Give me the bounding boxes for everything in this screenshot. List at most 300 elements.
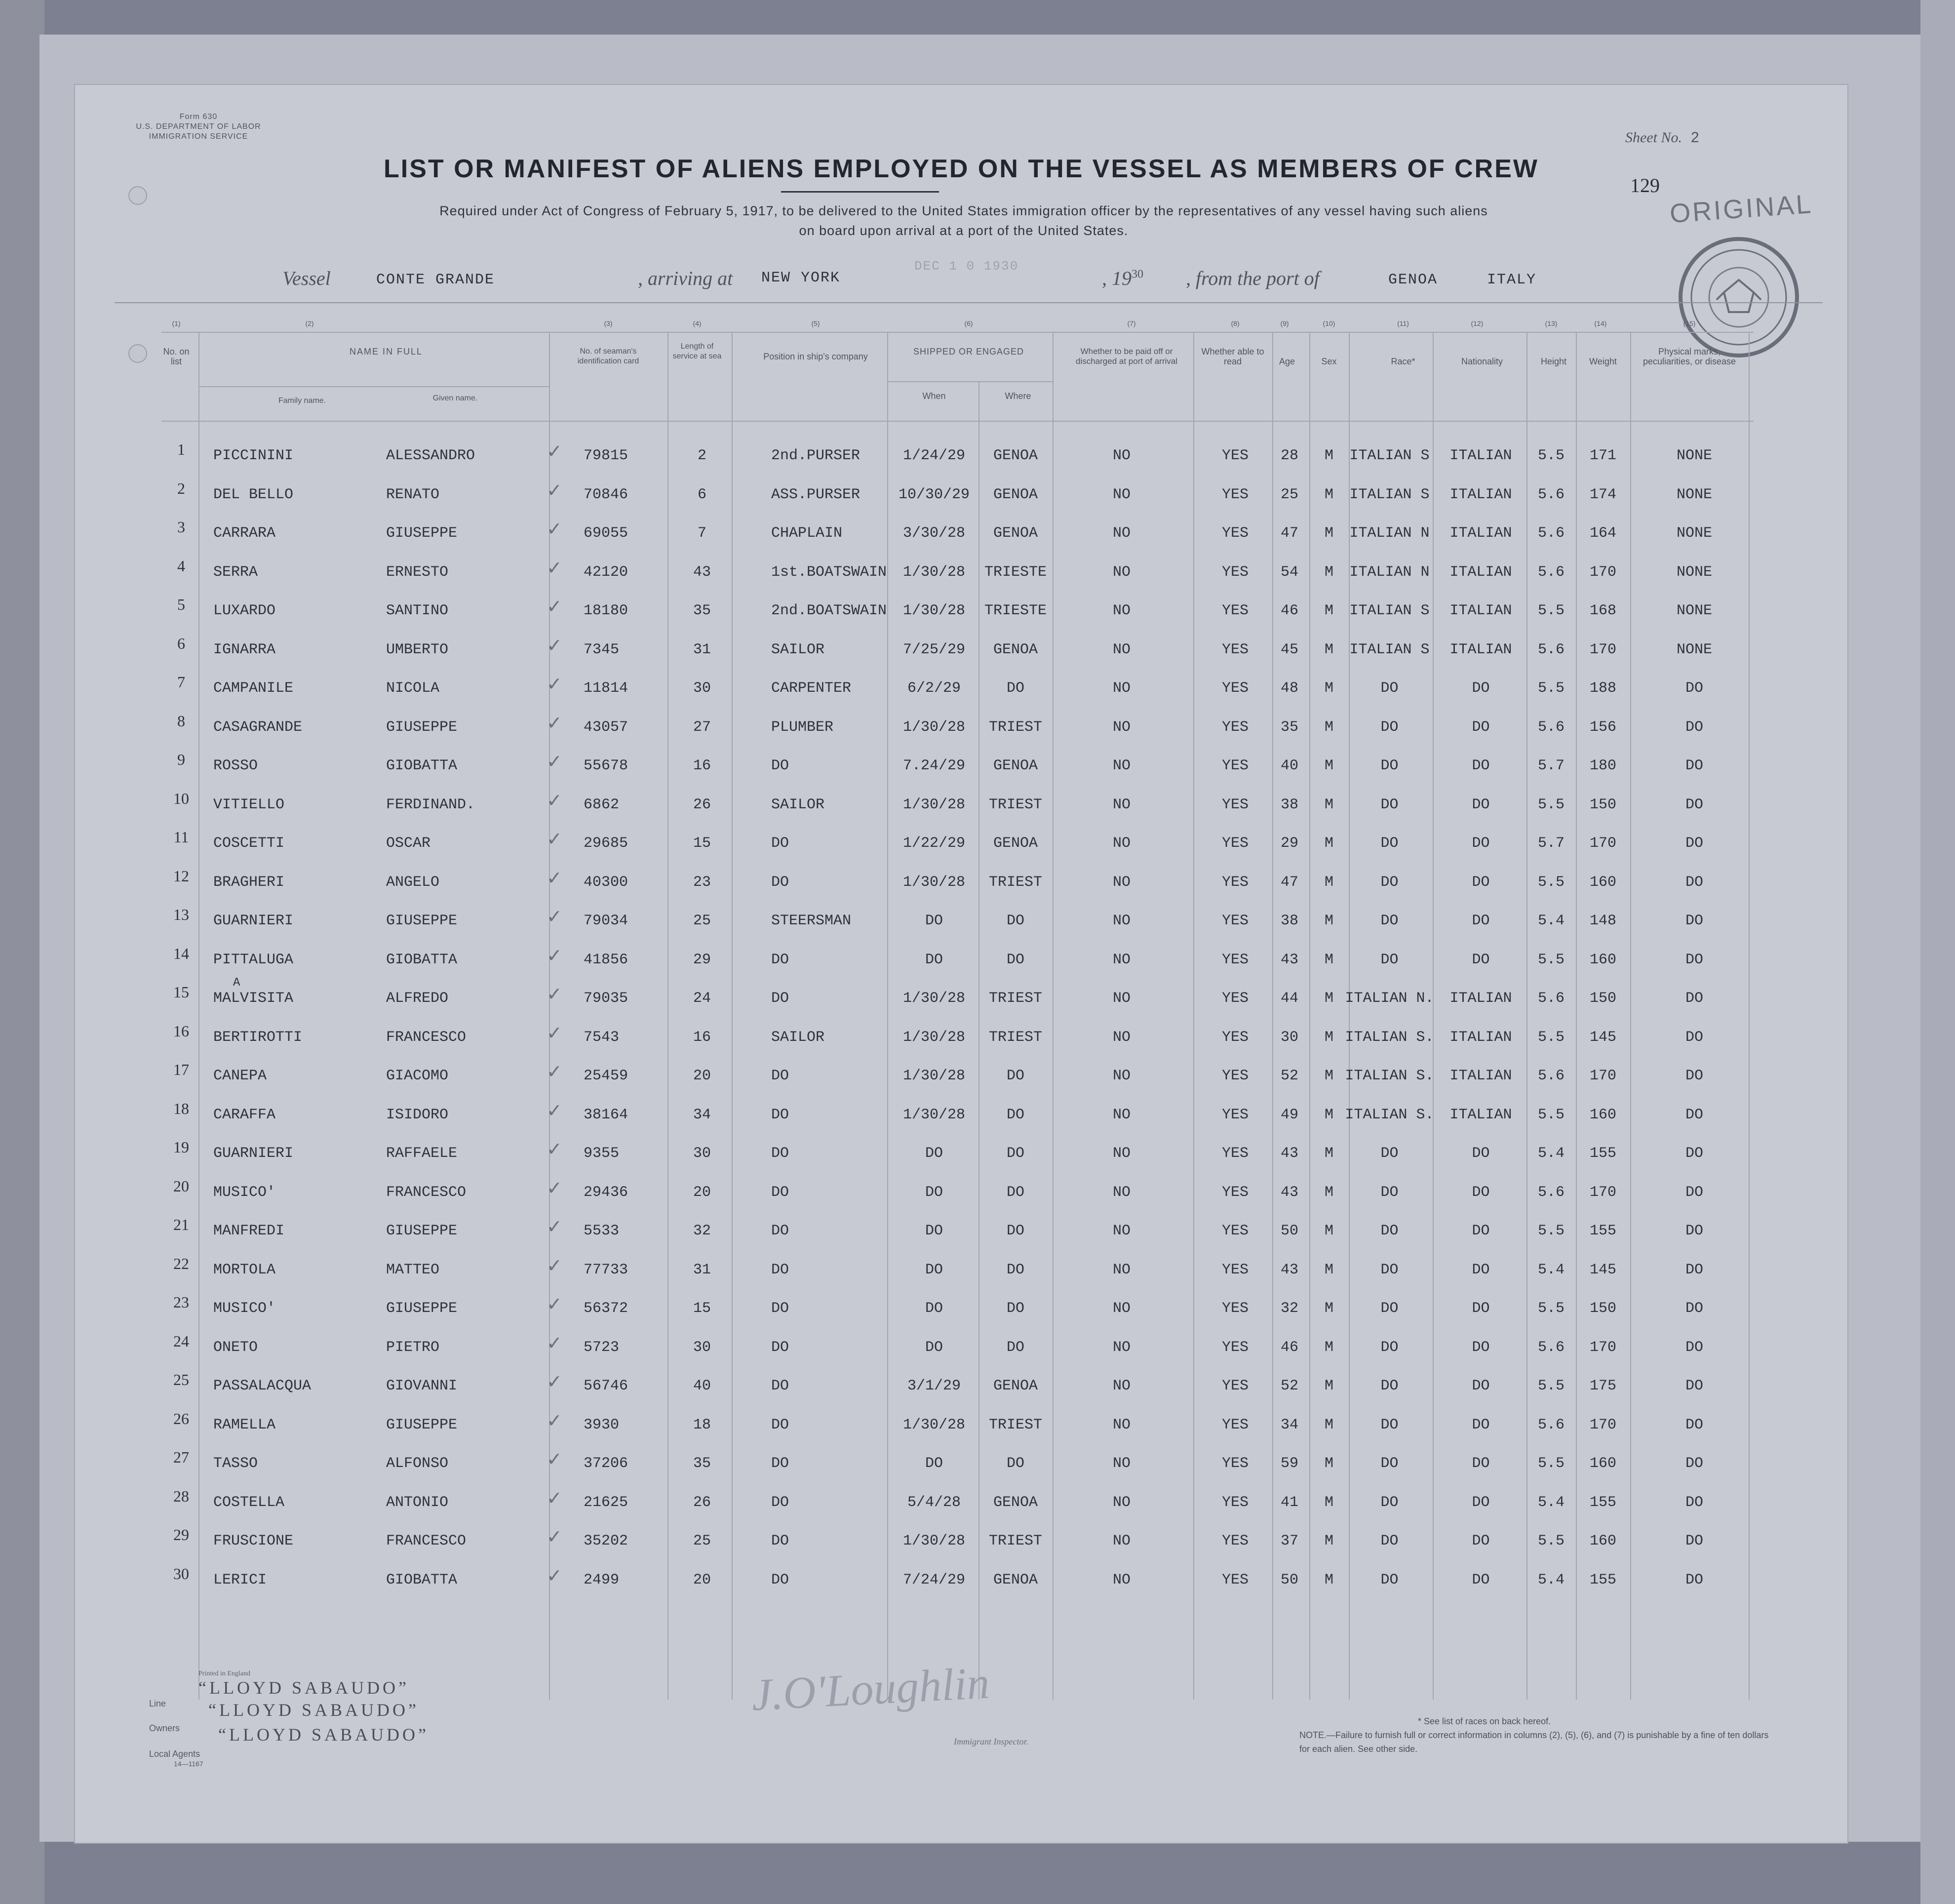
header-name-in-full: NAME IN FULL <box>349 347 423 357</box>
years-at-sea: 20 <box>693 1184 711 1201</box>
table-row <box>75 945 1847 984</box>
id-card-number: 43057 <box>584 718 628 736</box>
height: 5.6 <box>1537 641 1564 658</box>
age: 38 <box>1280 796 1298 813</box>
line-company: “LLOYD SABAUDO” <box>198 1678 409 1698</box>
able-to-read: YES <box>1221 1494 1249 1511</box>
row-number: 7 <box>177 673 185 691</box>
table-row <box>75 1216 1847 1255</box>
id-card-number: 18180 <box>584 602 628 619</box>
checkmark-icon: ✓ <box>547 1217 562 1237</box>
age: 46 <box>1280 1339 1298 1356</box>
paid-off: NO <box>1112 1533 1131 1549</box>
engaged-where: GENOA <box>993 486 1038 503</box>
ship-position: PLUMBER <box>771 718 834 736</box>
age: 43 <box>1280 1261 1298 1278</box>
row-number: 2 <box>177 479 185 497</box>
ship-position: DO <box>771 1106 789 1123</box>
able-to-read: YES <box>1221 1223 1249 1239</box>
physical-marks: DO <box>1685 1184 1703 1201</box>
family-name: CANEPA <box>213 1068 267 1084</box>
race-note: * See list of races on back hereof. <box>1418 1716 1551 1726</box>
given-name: FRANCESCO <box>386 1533 467 1549</box>
ship-position: 1st.BOATSWAIN <box>771 563 887 581</box>
ship-position: DO <box>771 990 789 1007</box>
engaged-when: 1/30/28 <box>902 990 966 1007</box>
row-number: 12 <box>173 867 189 885</box>
subtitle-line-2: on board upon arrival at a port of the United States. <box>799 223 1129 238</box>
id-card-number: 70846 <box>584 486 628 503</box>
row-number: 14 <box>173 944 189 962</box>
family-name: MANFREDI <box>213 1223 285 1239</box>
ship-position: DO <box>771 1339 789 1356</box>
able-to-read: YES <box>1221 1455 1249 1472</box>
subtitle-line-1: Required under Act of Congress of February 5, 1917, to be delivered to the United States immigration officer by the representatives of any vessel having such aliens <box>439 203 1488 218</box>
height: 5.5 <box>1537 1455 1564 1472</box>
engaged-when: DO <box>925 1455 943 1472</box>
engaged-when: DO <box>925 951 943 968</box>
ship-position: DO <box>771 1300 789 1317</box>
ship-position: DO <box>771 873 789 891</box>
race: ITALIAN N. <box>1345 990 1434 1007</box>
table-rule <box>198 386 549 387</box>
years-at-sea: 6 <box>697 486 706 503</box>
paid-off: NO <box>1112 1378 1131 1394</box>
paid-off: NO <box>1112 447 1131 464</box>
nationality: DO <box>1472 718 1490 736</box>
race: ITALIAN S <box>1349 486 1430 503</box>
engaged-where: DO <box>1006 912 1024 929</box>
col-number: (5) <box>811 319 820 327</box>
paid-off: NO <box>1112 1416 1131 1433</box>
engaged-where: TRIEST <box>988 1416 1043 1433</box>
agents-company: “LLOYD SABAUDO” <box>218 1725 429 1745</box>
age: 35 <box>1280 718 1298 736</box>
engaged-when: DO <box>925 1223 943 1239</box>
given-name: FRANCESCO <box>386 1029 467 1046</box>
family-name: DEL BELLO <box>213 486 294 503</box>
weight: 155 <box>1589 1494 1616 1511</box>
years-at-sea: 35 <box>693 1455 711 1472</box>
weight: 188 <box>1589 680 1616 697</box>
nationality: ITALIAN <box>1449 1068 1512 1084</box>
engaged-where: GENOA <box>993 1571 1038 1588</box>
weight: 150 <box>1589 796 1616 813</box>
printed-in-note: Printed in England <box>198 1670 250 1677</box>
punch-hole <box>128 186 147 205</box>
age: 48 <box>1280 680 1298 697</box>
engaged-where: TRIEST <box>988 873 1043 891</box>
form-code: 14—1167 <box>174 1760 203 1768</box>
row-number: 26 <box>173 1409 189 1428</box>
age: 49 <box>1280 1106 1298 1123</box>
physical-marks: DO <box>1685 1494 1703 1511</box>
row-number: 4 <box>177 556 185 575</box>
sex: M <box>1324 990 1333 1007</box>
race: DO <box>1380 796 1399 813</box>
engaged-when: 1/30/28 <box>902 1416 966 1433</box>
race: DO <box>1380 912 1399 929</box>
paid-off: NO <box>1112 951 1131 968</box>
service-name: IMMIGRATION SERVICE <box>149 132 248 141</box>
years-at-sea: 15 <box>693 835 711 852</box>
height: 5.4 <box>1537 1571 1564 1588</box>
sheet-label: Sheet No. <box>1625 129 1682 146</box>
row-number: 8 <box>177 712 185 730</box>
weight: 180 <box>1589 757 1616 774</box>
height: 5.5 <box>1537 1378 1564 1394</box>
engaged-where: DO <box>1006 1300 1024 1317</box>
id-card-number: 56372 <box>584 1300 628 1317</box>
checkmark-icon: ✓ <box>547 868 562 889</box>
ship-position: DO <box>771 951 789 968</box>
engaged-when: 1/30/28 <box>902 1029 966 1046</box>
ship-position: DO <box>771 1145 789 1162</box>
checkmark-icon: ✓ <box>547 1100 562 1121</box>
physical-marks: DO <box>1685 1145 1703 1162</box>
table-row <box>75 1565 1847 1604</box>
sex: M <box>1324 641 1333 658</box>
sex: M <box>1324 447 1333 464</box>
id-card-number: 3930 <box>584 1416 620 1433</box>
scan-background-left <box>0 0 44 1904</box>
table-row <box>75 1371 1847 1410</box>
race: DO <box>1380 951 1399 968</box>
ship-position: DO <box>771 1068 789 1084</box>
paid-off: NO <box>1112 1339 1131 1356</box>
ship-position: DO <box>771 1261 789 1278</box>
engaged-where: DO <box>1006 1145 1024 1162</box>
age: 54 <box>1280 563 1298 581</box>
given-name: GIACOMO <box>386 1068 449 1084</box>
engaged-when: 1/30/28 <box>902 1068 966 1084</box>
ship-position: DO <box>771 757 789 774</box>
col-number: (2) <box>305 319 314 327</box>
nationality: ITALIAN <box>1449 563 1512 581</box>
engaged-where: GENOA <box>993 525 1038 542</box>
physical-marks: DO <box>1685 796 1703 813</box>
race: ITALIAN S. <box>1345 1106 1434 1123</box>
sex: M <box>1324 1029 1333 1046</box>
nationality: DO <box>1472 1455 1490 1472</box>
paid-off: NO <box>1112 757 1131 774</box>
checkmark-icon: ✓ <box>547 1062 562 1082</box>
ship-position: DO <box>771 1533 789 1549</box>
row-number: 3 <box>177 518 185 536</box>
physical-marks: DO <box>1685 1378 1703 1394</box>
given-name: ANTONIO <box>386 1494 449 1511</box>
weight: 164 <box>1589 525 1616 542</box>
height: 5.5 <box>1537 680 1564 697</box>
age: 59 <box>1280 1455 1298 1472</box>
given-name: ISIDORO <box>386 1106 449 1123</box>
able-to-read: YES <box>1221 641 1249 658</box>
family-name: MUSICO' <box>213 1184 276 1201</box>
vessel-name: CONTE GRANDE <box>376 272 495 288</box>
age: 47 <box>1280 873 1298 891</box>
table-rule <box>887 381 1053 382</box>
able-to-read: YES <box>1221 563 1249 581</box>
race: DO <box>1380 1339 1399 1356</box>
able-to-read: YES <box>1221 873 1249 891</box>
weight: 156 <box>1589 718 1616 736</box>
row-number: 28 <box>173 1487 189 1505</box>
nationality: DO <box>1472 1378 1490 1394</box>
table-row <box>75 1138 1847 1178</box>
race: DO <box>1380 1533 1399 1549</box>
sex: M <box>1324 1533 1333 1549</box>
checkmark-icon: ✓ <box>547 907 562 927</box>
physical-marks: DO <box>1685 951 1703 968</box>
height: 5.5 <box>1537 1300 1564 1317</box>
years-at-sea: 20 <box>693 1571 711 1588</box>
physical-marks: NONE <box>1676 602 1712 619</box>
arrival-port: NEW YORK <box>761 270 841 286</box>
engaged-where: GENOA <box>993 1378 1038 1394</box>
engaged-where: TRIEST <box>988 1533 1043 1549</box>
engaged-when: 1/30/28 <box>902 1106 966 1123</box>
physical-marks: DO <box>1685 835 1703 852</box>
given-name: FRANCESCO <box>386 1184 467 1201</box>
age: 25 <box>1280 486 1298 503</box>
id-card-number: 25459 <box>584 1068 628 1084</box>
physical-marks: NONE <box>1676 563 1712 581</box>
ship-position: STEERSMAN <box>771 912 852 929</box>
ship-position: DO <box>771 1223 789 1239</box>
table-row <box>75 440 1847 480</box>
paid-off: NO <box>1112 912 1131 929</box>
able-to-read: YES <box>1221 990 1249 1007</box>
paid-off: NO <box>1112 835 1131 852</box>
penalty-note: NOTE.—Failure to furnish full or correct information in columns (2), (5), (6), and (7) is punishable by a fine of ten dollars for each alien. See other side. <box>1299 1730 1769 1754</box>
id-card-number: 35202 <box>584 1533 628 1549</box>
able-to-read: YES <box>1221 1068 1249 1084</box>
weight: 170 <box>1589 1184 1616 1201</box>
height: 5.6 <box>1537 718 1564 736</box>
given-name: GIUSEPPE <box>386 1416 458 1433</box>
given-name: ERNESTO <box>386 563 449 581</box>
vessel-line-rule <box>115 302 1823 303</box>
weight: 170 <box>1589 563 1616 581</box>
nationality: DO <box>1472 1416 1490 1433</box>
engaged-where: DO <box>1006 1455 1024 1472</box>
id-card-number: 6862 <box>584 796 620 813</box>
given-name: ALFONSO <box>386 1455 449 1472</box>
years-at-sea: 7 <box>697 525 706 542</box>
race: DO <box>1380 1145 1399 1162</box>
family-name: TASSO <box>213 1455 258 1472</box>
years-at-sea: 20 <box>693 1068 711 1084</box>
row-number: 15 <box>173 983 189 1001</box>
weight: 170 <box>1589 835 1616 852</box>
table-rule <box>161 332 1754 333</box>
col-number: (4) <box>693 319 702 327</box>
row-number: 19 <box>173 1138 189 1156</box>
sex: M <box>1324 486 1333 503</box>
physical-marks: DO <box>1685 1068 1703 1084</box>
weight: 160 <box>1589 951 1616 968</box>
physical-marks: DO <box>1685 1029 1703 1046</box>
engaged-where: GENOA <box>993 1494 1038 1511</box>
able-to-read: YES <box>1221 680 1249 697</box>
age: 52 <box>1280 1378 1298 1394</box>
height: 5.5 <box>1537 951 1564 968</box>
header-shipped-engaged: SHIPPED OR ENGAGED <box>913 347 1024 357</box>
able-to-read: YES <box>1221 1184 1249 1201</box>
race: DO <box>1380 680 1399 697</box>
departure-port: GENOA <box>1388 272 1438 288</box>
able-to-read: YES <box>1221 525 1249 542</box>
sheet-number <box>1625 129 1699 146</box>
id-card-number: 9355 <box>584 1145 620 1162</box>
year-suffix: 30 <box>1132 268 1143 281</box>
able-to-read: YES <box>1221 1029 1249 1046</box>
paid-off: NO <box>1112 1571 1131 1588</box>
id-card-number: 7345 <box>584 641 620 658</box>
nationality: ITALIAN <box>1449 1106 1512 1123</box>
family-name: CARRARA <box>213 525 276 542</box>
ship-position: ASS.PURSER <box>771 486 860 503</box>
engaged-where: DO <box>1006 1261 1024 1278</box>
years-at-sea: 16 <box>693 757 711 774</box>
department-name: U.S. DEPARTMENT OF LABOR <box>136 122 261 131</box>
engaged-when: DO <box>925 1339 943 1356</box>
ship-position: CARPENTER <box>771 680 852 697</box>
height: 5.6 <box>1537 563 1564 581</box>
given-name: ALESSANDRO <box>386 447 475 464</box>
nationality: ITALIAN <box>1449 1029 1512 1046</box>
weight: 145 <box>1589 1029 1616 1046</box>
weight: 170 <box>1589 1339 1616 1356</box>
paid-off: NO <box>1112 680 1131 697</box>
able-to-read: YES <box>1221 951 1249 968</box>
checkmark-icon: ✓ <box>547 557 562 579</box>
family-name: FRUSCIONE <box>213 1533 294 1549</box>
able-to-read: YES <box>1221 1571 1249 1588</box>
race: DO <box>1380 1571 1399 1588</box>
height: 5.4 <box>1537 1494 1564 1511</box>
id-card-number: 79035 <box>584 990 628 1007</box>
col-number: (15) <box>1683 319 1696 327</box>
race: DO <box>1380 718 1399 736</box>
years-at-sea: 27 <box>693 718 711 736</box>
id-card-number: 2499 <box>584 1571 620 1588</box>
weight: 160 <box>1589 1533 1616 1549</box>
id-card-number: 5723 <box>584 1339 620 1356</box>
paid-off: NO <box>1112 796 1131 813</box>
nationality: DO <box>1472 1184 1490 1201</box>
given-name: GIUSEPPE <box>386 912 458 929</box>
header-position: Position in ship's company <box>763 352 868 361</box>
sex: M <box>1324 1068 1333 1084</box>
arrival-date-stamp: DEC 1 0 1930 <box>914 259 1019 274</box>
paid-off: NO <box>1112 1029 1131 1046</box>
weight: 148 <box>1589 912 1616 929</box>
nationality: DO <box>1472 1339 1490 1356</box>
physical-marks: NONE <box>1676 447 1712 464</box>
engaged-where: GENOA <box>993 835 1038 852</box>
family-name: PITTALUGA <box>213 951 294 968</box>
header-race: Race* <box>1391 357 1415 366</box>
age: 43 <box>1280 1184 1298 1201</box>
document-title: LIST OR MANIFEST OF ALIENS EMPLOYED ON THE VESSEL AS MEMBERS OF CREW <box>384 155 1539 183</box>
engaged-when: 1/24/29 <box>902 447 966 464</box>
race: ITALIAN S <box>1349 641 1430 658</box>
paid-off: NO <box>1112 873 1131 891</box>
physical-marks: DO <box>1685 757 1703 774</box>
years-at-sea: 15 <box>693 1300 711 1317</box>
checkmark-icon: ✓ <box>547 674 562 695</box>
engaged-where: GENOA <box>993 641 1038 658</box>
given-name: GIOVANNI <box>386 1378 458 1394</box>
given-name: PIETRO <box>386 1339 440 1356</box>
engaged-where: TRIEST <box>988 796 1043 813</box>
id-card-number: 5533 <box>584 1223 620 1239</box>
given-name: RENATO <box>386 486 440 503</box>
engaged-when: 1/30/28 <box>902 563 966 581</box>
table-row <box>75 867 1847 907</box>
able-to-read: YES <box>1221 1300 1249 1317</box>
physical-marks: NONE <box>1676 525 1712 542</box>
row-number: 22 <box>173 1254 189 1272</box>
ship-position: DO <box>771 835 789 852</box>
paid-off: NO <box>1112 1184 1131 1201</box>
paid-off: NO <box>1112 1068 1131 1084</box>
checkmark-icon: ✓ <box>547 1372 562 1392</box>
engaged-when: DO <box>925 1184 943 1201</box>
nationality: DO <box>1472 1145 1490 1162</box>
engaged-when: 7/24/29 <box>902 1571 966 1588</box>
paid-off: NO <box>1112 1261 1131 1278</box>
checkmark-icon: ✓ <box>547 1139 562 1160</box>
height: 5.6 <box>1537 525 1564 542</box>
paid-off: NO <box>1112 1145 1131 1162</box>
checkmark-icon: ✓ <box>547 945 562 966</box>
engaged-where: DO <box>1006 1339 1024 1356</box>
years-at-sea: 29 <box>693 951 711 968</box>
given-name: UMBERTO <box>386 641 449 658</box>
family-name: PICCININI <box>213 447 294 464</box>
checkmark-icon: ✓ <box>547 519 562 540</box>
nationality: DO <box>1472 912 1490 929</box>
departure-country: ITALY <box>1487 272 1537 288</box>
engaged-where: DO <box>1006 1223 1024 1239</box>
family-name: BERTIROTTI <box>213 1029 303 1046</box>
family-name: GUARNIERI <box>213 912 294 929</box>
checkmark-icon: ✓ <box>547 635 562 656</box>
sex: M <box>1324 525 1333 542</box>
id-card-number: 40300 <box>584 873 628 891</box>
page-number: 129 <box>1630 174 1660 197</box>
years-at-sea: 25 <box>693 912 711 929</box>
years-at-sea: 30 <box>693 1339 711 1356</box>
owners-label: Owners <box>149 1723 180 1733</box>
nationality: ITALIAN <box>1449 486 1512 503</box>
year-prefix: , 19 <box>1102 267 1132 289</box>
sex: M <box>1324 1339 1333 1356</box>
weight: 160 <box>1589 873 1616 891</box>
sex: M <box>1324 1455 1333 1472</box>
family-name: CAMPANILE <box>213 680 294 697</box>
race: ITALIAN N <box>1349 563 1430 581</box>
years-at-sea: 25 <box>693 1533 711 1549</box>
able-to-read: YES <box>1221 1533 1249 1549</box>
row-number: 11 <box>173 828 189 846</box>
height: 5.5 <box>1537 873 1564 891</box>
age: 41 <box>1280 1494 1298 1511</box>
physical-marks: DO <box>1685 912 1703 929</box>
ship-position: DO <box>771 1378 789 1394</box>
